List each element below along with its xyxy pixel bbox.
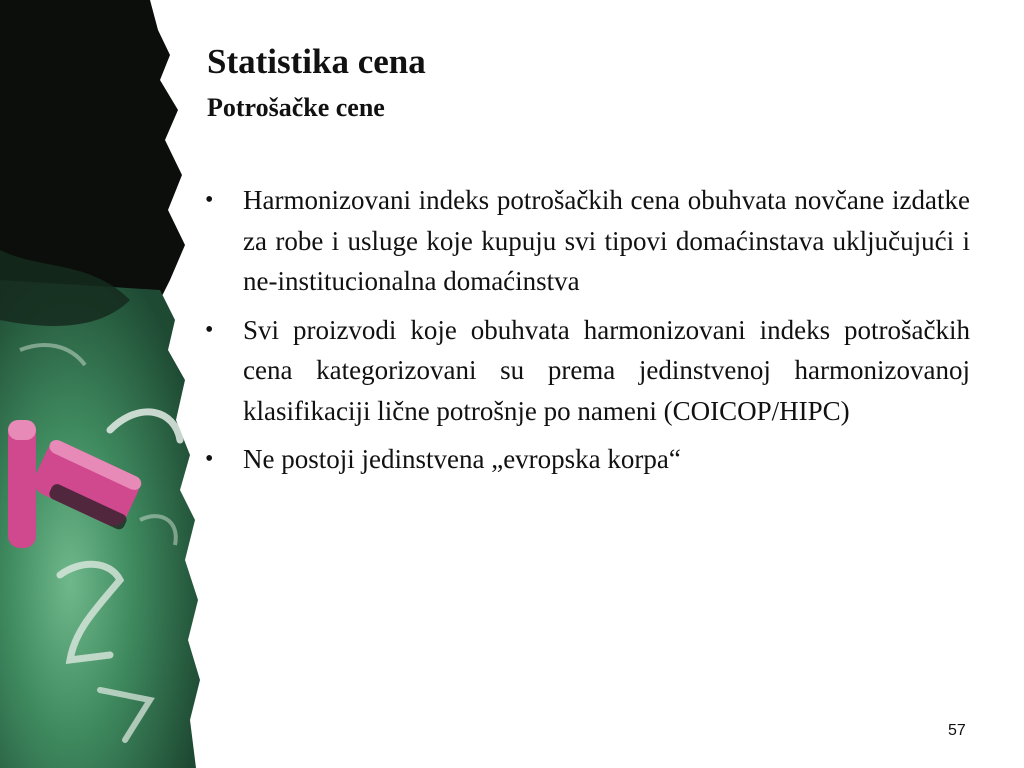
page-number: 57	[948, 722, 966, 739]
slide-title: Statistika cena	[207, 42, 426, 81]
bullet-icon: •	[205, 187, 214, 213]
bullet-text: Svi proizvodi koje obuhvata harmonizovani indeks potrošačkih cena kategorizovani su prema jedinstvenoj harmonizovanoj klasifikaciji lične potrošnje po nameni (COICOP/HIPC)	[243, 314, 970, 426]
bullet-item	[205, 180, 970, 302]
bullet-text: Ne postoji jedinstvena „evropska korpa“	[243, 444, 681, 474]
bullet-icon: •	[205, 446, 214, 472]
bullet-list	[205, 180, 970, 488]
bullet-item	[205, 310, 970, 432]
bullet-icon: •	[205, 316, 214, 343]
bullet-item	[205, 439, 970, 480]
slide-subtitle: Potrošačke cene	[207, 93, 385, 122]
bullet-text: Harmonizovani indeks potrošačkih cena obuhvata novčane izdatke za robe i usluge koje kupuju svi tipovi domaćinstava uključujući i ne-institucionalna domaćinstva	[243, 185, 970, 296]
